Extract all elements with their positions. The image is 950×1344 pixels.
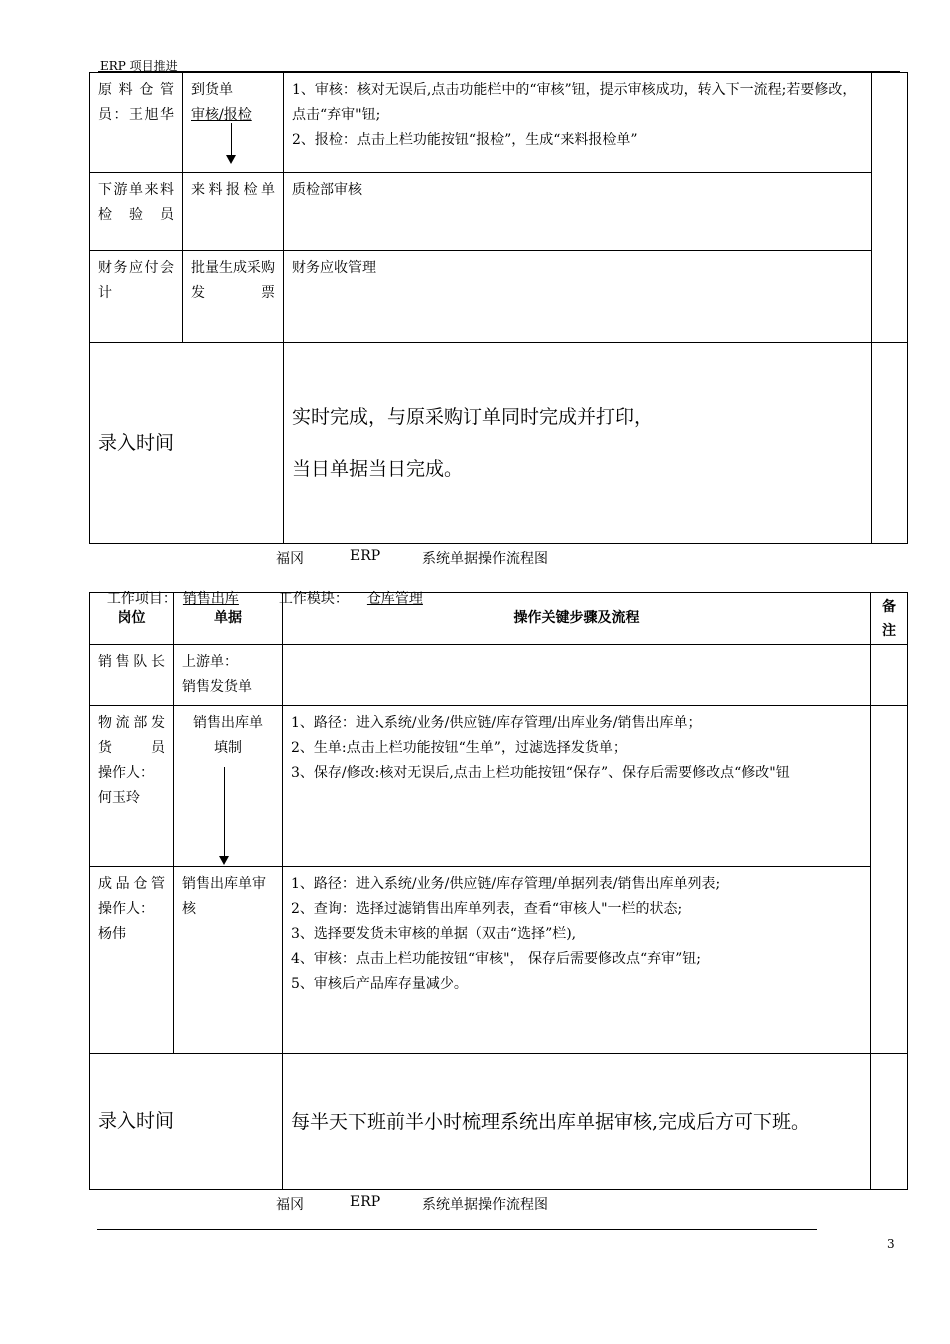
doc-cell: 批量生成采购发票 [183,251,284,343]
role-line: 物流部发货员 [98,715,165,756]
caption-text: 系统单据操作流程图 [422,1197,548,1213]
caption-company: 福冈 [276,551,304,567]
page-number: 3 [887,1237,895,1251]
role-line: 成品仓管 [98,876,165,892]
procurement-flow-table [89,72,908,544]
entry-time-label: 录入时间 [90,343,284,544]
role-cell [90,867,174,1054]
role-cell: 财务应付会计 [90,251,183,343]
note-cell [872,343,908,544]
steps-cell: 质检部审核 [284,173,872,251]
table-row [90,343,908,544]
note-cell [871,706,908,1054]
doc-line: 销售发货单 [182,679,252,695]
flow-arrow-icon [231,123,232,156]
role-cell: 销售队长 [90,645,174,706]
step-line: 2、查询：选择过滤销售出库单列表，查看“审核人"一栏的状态; [291,901,683,917]
step-line: 1、审核：核对无误后,点击功能栏中的“审核”钮，提示审核成功，转入下一流程;若要修改，点击“弃审"钮; [292,82,857,123]
header-doc: 单据 [174,593,283,645]
note-cell [871,645,908,706]
header-note: 备注 [871,593,908,645]
role-line: 操作人： [98,765,154,781]
footer-rule [97,1229,817,1230]
table-row [90,1054,908,1190]
steps-cell: 财务应收管理 [284,251,872,343]
caption-system: ERP [350,1194,381,1210]
doc-line: 到货单 [191,82,233,98]
header-steps: 操作关键步骤及流程 [283,593,871,645]
doc-cell [174,645,283,706]
doc-cell: 来料报检单 [183,173,284,251]
table-row [90,173,908,251]
table-header-row [90,593,908,645]
table-row [90,645,908,706]
step-line: 3、选择要发货未审核的单据（双击“选择”栏), [291,926,577,942]
entry-time-text: 每半天下班前半小时梳理系统出库单据审核,完成后方可下班。 [291,1110,811,1133]
step-line: 3、保存/修改:核对无误后,点击上栏功能按钮“保存”、保存后需要修改点“修改"钮 [291,765,790,781]
note-cell [872,73,908,343]
role-line: 杨伟 [98,926,126,942]
project-label: 工作项目： [106,591,177,607]
doc-line: 填制 [214,740,242,756]
module-value: 仓库管理 [366,591,423,607]
steps-cell [283,706,871,867]
entry-time-line: 实时完成，与原采购订单同时完成并打印， [292,406,654,428]
doc-line: 销售出库单 [193,715,263,731]
header-title: ERP 项目推进 [100,59,178,73]
step-line: 5、审核后产品库存量减少。 [291,976,468,992]
entry-time-content [283,1054,871,1190]
table-row [90,73,908,173]
table-row [90,706,908,867]
caption-company: 福冈 [276,1197,304,1213]
note-cell [871,1054,908,1190]
steps-cell [283,645,871,706]
flow-arrow-icon [224,767,225,857]
steps-cell [284,73,872,173]
role-line: 操作人： [98,901,154,917]
caption-system: ERP [350,548,381,564]
role-line: 何玉玲 [98,790,140,806]
caption-text: 系统单据操作流程图 [422,551,548,567]
doc-line: 审核/报检 [191,107,252,123]
step-line: 2、报检：点击上栏功能按钮“报检”，生成“来料报检单” [292,132,638,148]
module-label: 工作模块： [278,591,349,607]
sales-outbound-table [89,592,908,1190]
step-line: 1、路径：进入系统/业务/供应链/库存管理/单据列表/销售出库单列表; [291,876,721,892]
doc-line: 上游单： [182,654,238,670]
step-line: 4、审核：点击上栏功能按钮“审核"， 保存后需要修改点“弃审”钮; [291,951,701,967]
table-row [90,251,908,343]
doc-cell: 销售出库单审核 [174,867,283,1054]
steps-cell [283,867,871,1054]
table-row [90,867,908,1054]
role-cell [90,706,174,867]
role-cell: 下游单来料检验员 [90,173,183,251]
role-cell: 原料仓管员：王旭华 [90,73,183,173]
entry-time-content [284,343,872,544]
project-value: 销售出库 [182,591,239,607]
header-role: 岗位 [90,593,174,645]
entry-time-line: 当日单据当日完成。 [292,458,464,480]
entry-time-label: 录入时间 [90,1054,283,1190]
doc-cell [174,706,283,867]
step-line: 2、生单:点击上栏功能按钮“生单”，过滤选择发货单； [291,740,627,756]
step-line: 1、路径：进入系统/业务/供应链/库存管理/出库业务/销售出库单； [291,715,702,731]
